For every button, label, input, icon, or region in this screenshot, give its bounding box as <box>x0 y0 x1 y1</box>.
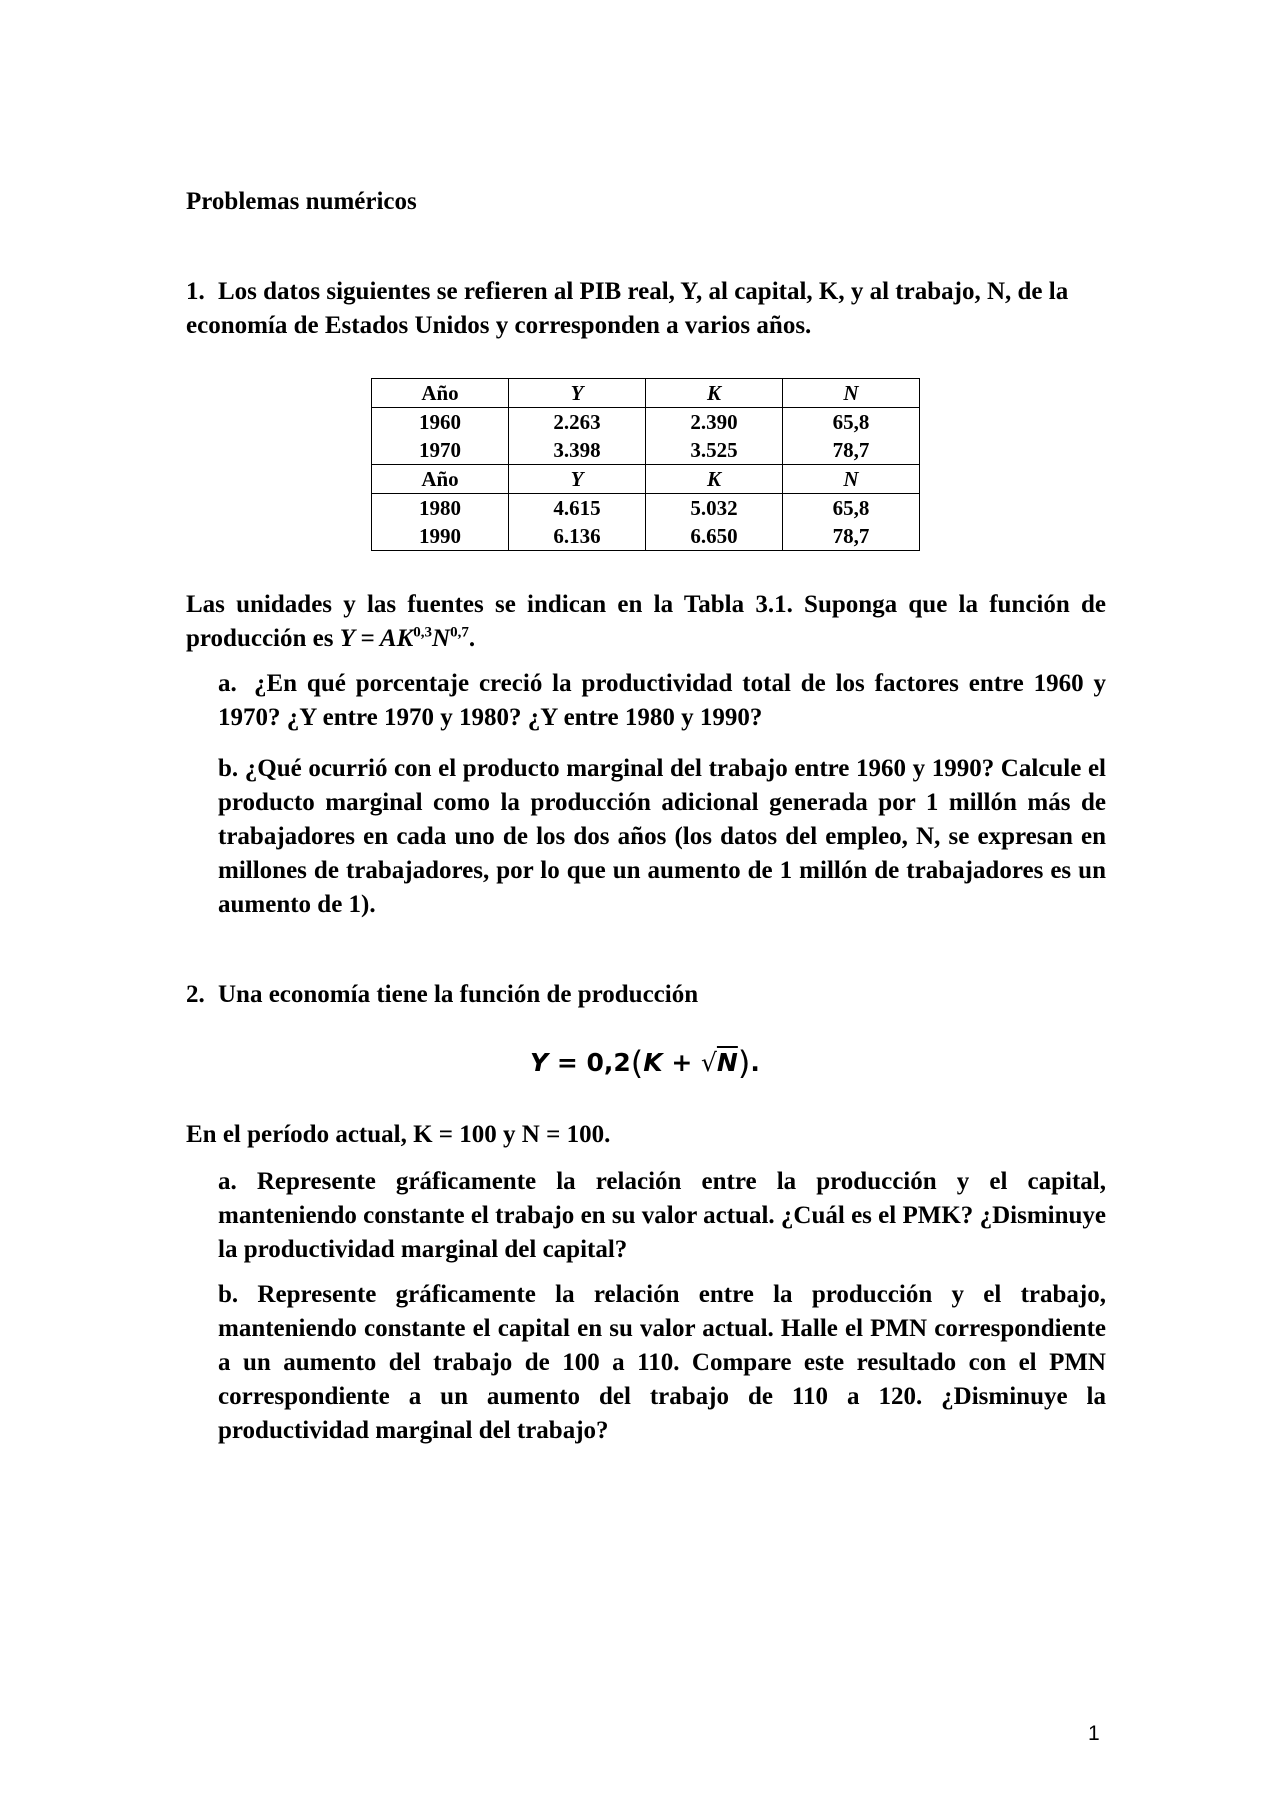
problem-1-intro-line2: economía de Estados Unidos y corresponden a varios años. <box>186 312 812 339</box>
table-cell: 2.390 <box>646 408 783 437</box>
exponent-k: 0,3 <box>413 624 432 641</box>
sqrt-symbol: √ <box>700 1048 717 1077</box>
table-header-row <box>372 379 920 408</box>
problem-2-intro-text: Una economía tiene la función de producción <box>218 981 699 1008</box>
question-b-label: b. <box>218 755 239 782</box>
table-cell: 1970 <box>372 436 509 465</box>
formula-plus: + <box>662 1048 701 1077</box>
formula-k: K <box>643 1048 663 1077</box>
problem-2-question-b: b. Represente gráficamente la relación entre la producción y el trabajo, manteniendo constante el capital en su valor actual. Halle el PMN correspondiente a un aumento del trabajo de 100 a 110. Compare este resultado con el PMN correspondiente a un aumento del trabajo de 110 a 120. ¿Disminuye la productividad marginal del trabajo? <box>218 1281 1106 1444</box>
table-cell: 3.398 <box>509 436 646 465</box>
current-period-text: En el período actual, K = 100 y N = 100. <box>186 1121 611 1148</box>
problem-1-question-a <box>218 667 1106 735</box>
table-cell: N <box>783 465 920 494</box>
table-cell: Año <box>372 379 509 408</box>
problem-1-question-b <box>218 752 1106 922</box>
table-cell: K <box>646 379 783 408</box>
table-row <box>372 408 920 437</box>
table-row <box>372 522 920 551</box>
table-cell: 4.615 <box>509 494 646 523</box>
table-header-row <box>372 465 920 494</box>
table-cell: 78,7 <box>783 522 920 551</box>
section-heading: Problemas numéricos <box>186 188 417 215</box>
question-a-label: a. <box>218 670 237 697</box>
production-function-formula: Y = 0,2(K + √N). <box>530 1044 760 1082</box>
problem-2-intro <box>186 978 698 1012</box>
formula-n2: N <box>716 1048 738 1077</box>
formula-n: N <box>432 625 451 652</box>
table-cell: 65,8 <box>783 408 920 437</box>
table-cell: 5.032 <box>646 494 783 523</box>
table-cell: 2.263 <box>509 408 646 437</box>
table-cell: N <box>783 379 920 408</box>
problem-1-intro <box>186 275 1106 343</box>
exponent-n: 0,7 <box>450 624 469 641</box>
question-b-text: ¿Qué ocurrió con el producto marginal del trabajo entre 1960 y 1990? Calcule el producto marginal como la producción adicional generada por 1 millón más de trabajadores en cada uno de los dos años (los datos del empleo, N, se expresan en millones de trabajadores, por lo que un aumento de 1 millón de trabajadores es un aumento de 1). <box>218 755 1106 918</box>
problem-1-intro-line1: Los datos siguientes se refieren al PIB real, Y, al capital, K, y al trabajo, N, de la <box>218 278 1069 305</box>
table-cell: 1960 <box>372 408 509 437</box>
table-cell: Y <box>509 465 646 494</box>
page-number: 1 <box>1088 1722 1100 1745</box>
table-cell: 1990 <box>372 522 509 551</box>
formula-y: Y <box>530 1048 549 1077</box>
problem-2-question-a: a. Represente gráficamente la relación entre la producción y el capital, manteniendo constante el trabajo en su valor actual. ¿Cuál es el PMK? ¿Disminuye la productividad marginal del capital? <box>218 1168 1106 1263</box>
table-cell: 65,8 <box>783 494 920 523</box>
table-cell: 78,7 <box>783 436 920 465</box>
table-row <box>372 436 920 465</box>
table-cell: Y <box>509 379 646 408</box>
table-row <box>372 494 920 523</box>
formula-eq: = 0,2 <box>548 1048 631 1077</box>
formula-prefix: Y = AK <box>339 625 414 652</box>
table-cell: K <box>646 465 783 494</box>
units-text: Las unidades y las fuentes se indican en la Tabla 3.1. Suponga que la función de producción es <box>186 591 1106 652</box>
table-cell: 3.525 <box>646 436 783 465</box>
table-cell: 1980 <box>372 494 509 523</box>
data-table <box>371 378 920 551</box>
table-cell: 6.650 <box>646 522 783 551</box>
table-cell: Año <box>372 465 509 494</box>
problem-1-number: 1. <box>186 278 205 305</box>
problem-2-number: 2. <box>186 981 205 1008</box>
units-paragraph <box>186 588 1106 656</box>
table-cell: 6.136 <box>509 522 646 551</box>
formula-dot: . <box>750 1048 760 1077</box>
question-a-text: ¿En qué porcentaje creció la productividad total de los factores entre 1960 y 1970? ¿Y entre 1970 y 1980? ¿Y entre 1980 y 1990? <box>218 670 1106 731</box>
formula-end: . <box>468 625 476 652</box>
